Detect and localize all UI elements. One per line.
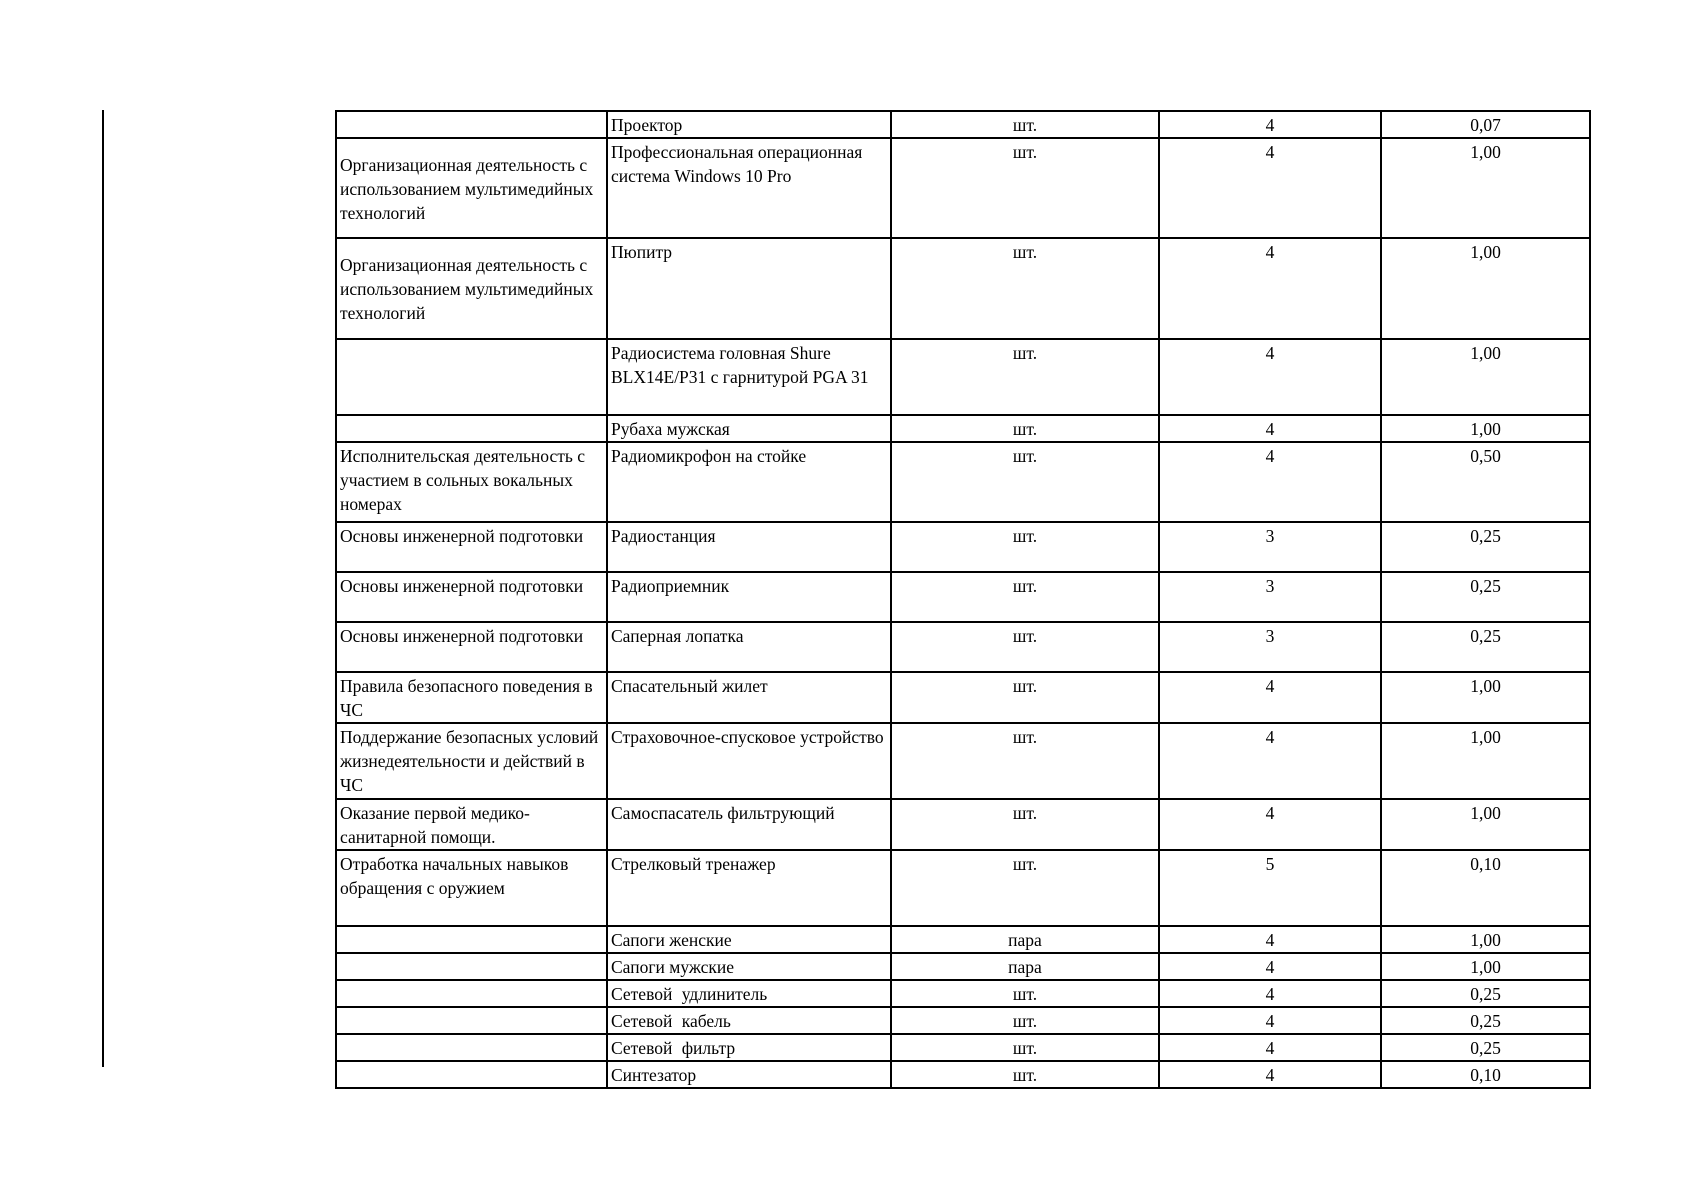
item-name-cell: Сапоги мужские [607, 953, 891, 980]
unit-cell: шт. [891, 238, 1159, 339]
unit-cell: шт. [891, 522, 1159, 572]
coefficient-cell: 1,00 [1381, 799, 1590, 850]
quantity-cell: 4 [1159, 799, 1381, 850]
unit-cell: шт. [891, 799, 1159, 850]
coefficient-cell: 0,25 [1381, 522, 1590, 572]
item-name-cell: Саперная лопатка [607, 622, 891, 672]
coefficient-cell: 0,10 [1381, 1061, 1590, 1088]
item-name-cell: Радиоприемник [607, 572, 891, 622]
quantity-cell: 4 [1159, 111, 1381, 138]
quantity-cell: 4 [1159, 723, 1381, 799]
table-row [336, 339, 1590, 415]
activity-cell: Оказание первой медико-санитарной помощи. [336, 799, 607, 850]
item-name-cell: Сетевой кабель [607, 1007, 891, 1034]
activity-cell [336, 953, 607, 980]
coefficient-cell: 1,00 [1381, 339, 1590, 415]
quantity-cell: 4 [1159, 980, 1381, 1007]
equipment-table [335, 110, 1591, 1089]
table-row [336, 522, 1590, 572]
unit-cell: шт. [891, 1061, 1159, 1088]
coefficient-cell: 0,25 [1381, 572, 1590, 622]
table-row [336, 442, 1590, 522]
item-name-cell: Радиомикрофон на стойке [607, 442, 891, 522]
activity-cell: Правила безопасного поведения в ЧС [336, 672, 607, 723]
unit-cell: шт. [891, 622, 1159, 672]
item-name-cell: Проектор [607, 111, 891, 138]
table-row [336, 926, 1590, 953]
activity-cell: Основы инженерной подготовки [336, 572, 607, 622]
coefficient-cell: 0,25 [1381, 980, 1590, 1007]
activity-cell [336, 415, 607, 442]
item-name-cell: Радиосистема головная Shure BLX14E/P31 с гарнитурой PGA 31 [607, 339, 891, 415]
activity-cell [336, 1061, 607, 1088]
table-row [336, 138, 1590, 238]
item-name-cell: Синтезатор [607, 1061, 891, 1088]
unit-cell: шт. [891, 723, 1159, 799]
coefficient-cell: 0,25 [1381, 1034, 1590, 1061]
unit-cell: шт. [891, 850, 1159, 926]
activity-cell: Отработка начальных навыков обращения с оружием [336, 850, 607, 926]
activity-cell: Поддержание безопасных условий жизнедеятельности и действий в ЧС [336, 723, 607, 799]
quantity-cell: 3 [1159, 622, 1381, 672]
item-name-cell: Страховочное-спусковое устройство [607, 723, 891, 799]
coefficient-cell: 0,25 [1381, 622, 1590, 672]
unit-cell: шт. [891, 111, 1159, 138]
quantity-cell: 4 [1159, 1007, 1381, 1034]
table-row [336, 415, 1590, 442]
quantity-cell: 4 [1159, 415, 1381, 442]
quantity-cell: 3 [1159, 522, 1381, 572]
item-name-cell: Стрелковый тренажер [607, 850, 891, 926]
unit-cell: шт. [891, 339, 1159, 415]
activity-cell: Основы инженерной подготовки [336, 622, 607, 672]
activity-cell [336, 1007, 607, 1034]
activity-cell: Организационная деятельность с использованием мультимедийных технологий [336, 138, 607, 238]
coefficient-cell: 1,00 [1381, 723, 1590, 799]
quantity-cell: 3 [1159, 572, 1381, 622]
table-row [336, 1034, 1590, 1061]
coefficient-cell: 0,10 [1381, 850, 1590, 926]
quantity-cell: 4 [1159, 442, 1381, 522]
quantity-cell: 4 [1159, 926, 1381, 953]
unit-cell: пара [891, 926, 1159, 953]
activity-cell [336, 339, 607, 415]
item-name-cell: Сетевой фильтр [607, 1034, 891, 1061]
item-name-cell: Рубаха мужская [607, 415, 891, 442]
table-row [336, 850, 1590, 926]
item-name-cell: Самоспасатель фильтрующий [607, 799, 891, 850]
item-name-cell: Пюпитр [607, 238, 891, 339]
table-row [336, 980, 1590, 1007]
table-row [336, 799, 1590, 850]
item-name-cell: Радиостанция [607, 522, 891, 572]
coefficient-cell: 0,07 [1381, 111, 1590, 138]
activity-cell [336, 980, 607, 1007]
table-row [336, 622, 1590, 672]
coefficient-cell: 1,00 [1381, 953, 1590, 980]
coefficient-cell: 1,00 [1381, 926, 1590, 953]
coefficient-cell: 1,00 [1381, 415, 1590, 442]
table-row [336, 1061, 1590, 1088]
coefficient-cell: 1,00 [1381, 238, 1590, 339]
item-name-cell: Сапоги женские [607, 926, 891, 953]
activity-cell: Основы инженерной подготовки [336, 522, 607, 572]
coefficient-cell: 1,00 [1381, 672, 1590, 723]
activity-cell [336, 926, 607, 953]
unit-cell: шт. [891, 442, 1159, 522]
quantity-cell: 4 [1159, 672, 1381, 723]
table-row [336, 672, 1590, 723]
unit-cell: шт. [891, 1034, 1159, 1061]
unit-cell: шт. [891, 672, 1159, 723]
quantity-cell: 4 [1159, 238, 1381, 339]
table-row [336, 111, 1590, 138]
unit-cell: шт. [891, 1007, 1159, 1034]
unit-cell: пара [891, 953, 1159, 980]
quantity-cell: 4 [1159, 339, 1381, 415]
item-name-cell: Спасательный жилет [607, 672, 891, 723]
table-row [336, 238, 1590, 339]
coefficient-cell: 0,50 [1381, 442, 1590, 522]
coefficient-cell: 1,00 [1381, 138, 1590, 238]
quantity-cell: 4 [1159, 1061, 1381, 1088]
item-name-cell: Сетевой удлинитель [607, 980, 891, 1007]
page-margin-line [102, 110, 104, 1067]
quantity-cell: 5 [1159, 850, 1381, 926]
table-row [336, 572, 1590, 622]
item-name-cell: Профессиональная операционная система Windows 10 Pro [607, 138, 891, 238]
unit-cell: шт. [891, 138, 1159, 238]
table-row [336, 953, 1590, 980]
unit-cell: шт. [891, 415, 1159, 442]
coefficient-cell: 0,25 [1381, 1007, 1590, 1034]
activity-cell [336, 1034, 607, 1061]
table-row [336, 1007, 1590, 1034]
activity-cell [336, 111, 607, 138]
unit-cell: шт. [891, 572, 1159, 622]
table-row [336, 723, 1590, 799]
quantity-cell: 4 [1159, 1034, 1381, 1061]
quantity-cell: 4 [1159, 953, 1381, 980]
unit-cell: шт. [891, 980, 1159, 1007]
activity-cell: Исполнительская деятельность с участием в сольных вокальных номерах [336, 442, 607, 522]
quantity-cell: 4 [1159, 138, 1381, 238]
activity-cell: Организационная деятельность с использованием мультимедийных технологий [336, 238, 607, 339]
